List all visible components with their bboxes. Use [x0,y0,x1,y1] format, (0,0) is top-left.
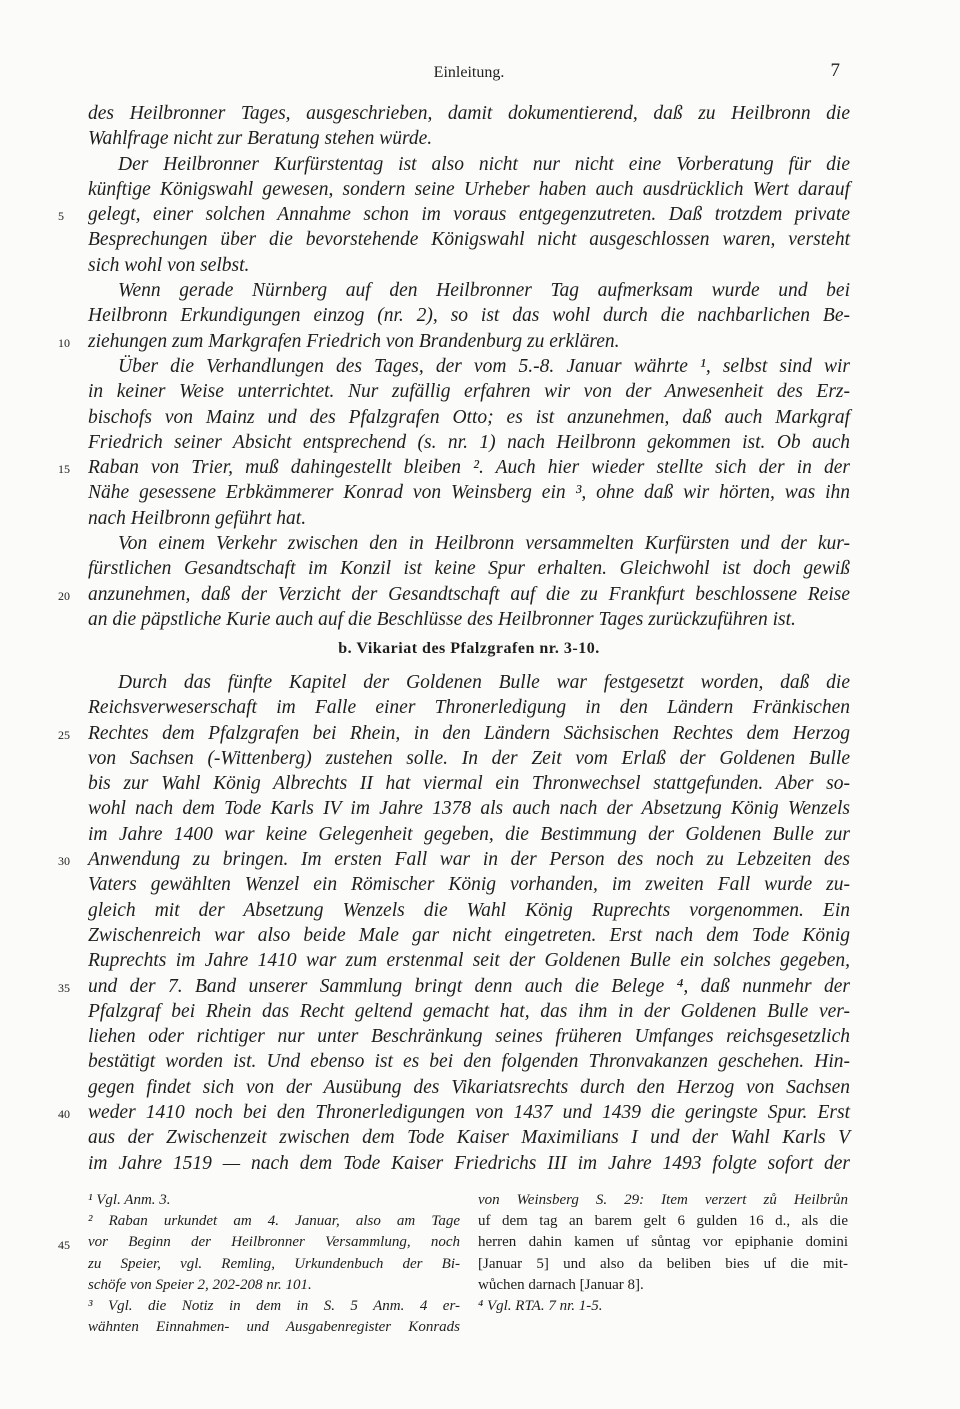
body-text-line-text: und der 7. Band unserer Sammlung bringt denn auch die Belege ⁴, daß nunmehr der [88,975,850,997]
footnote-line [478,1254,848,1275]
body-text-line-text: bischofs von Mainz und des Pfalzgrafen Otto; es ist anzunehmen, daß auch Markgraf [88,406,850,428]
body-text-line [88,822,850,847]
footnote-line [88,1296,460,1317]
body-text-line-text: des Heilbronner Tages, ausgeschrieben, damit dokumentierend, daß zu Heilbronn die [88,103,850,124]
footnote-line [88,1190,460,1211]
footnote-line-text: ² Raban urkundet am 4. Januar, also am Tage [88,1213,460,1230]
body-text-line [58,455,850,480]
body-text-line [88,1125,850,1150]
body-text-line [88,101,850,126]
body-text-line-text: Raban von Trier, muß dahingestellt bleiben ². Auch hier wieder stellte sich der in der [88,457,850,479]
body-text-line [88,531,850,556]
body-text-line-text: Nähe gesessene Erbkämmerer Konrad von Weinsberg ein ³, ohne daß wir hörten, was ihn [88,482,850,504]
running-title: Einleitung. [433,64,505,81]
line-number: 20 [58,588,70,603]
main-text-part-1 [58,101,850,632]
footnote-line-text: herren dahin kamen uf sůntag vor epiphanie domini [478,1234,848,1251]
body-text-line-text: weder 1410 noch bei den Thronerledigungen von 1437 und 1439 die geringste Spur. Erst [88,1102,850,1124]
body-text-line [88,278,850,303]
body-text-line [88,379,850,404]
body-text-line-text: Wahlfrage nicht zur Beratung stehen würde. [88,128,433,150]
body-text-line [88,1075,850,1100]
body-text-line [88,177,850,202]
body-text-line-text: gleich mit der Absetzung Wenzels die Wahl König Ruprechts vorgenommen. Ein [88,899,850,921]
footnote-line [88,1317,460,1338]
body-text-line-text: Friedrich seiner Absicht entsprechend (s. nr. 1) nach Heilbronn gekommen ist. Ob auch [88,431,850,453]
body-text-line-text: Vaters gewählten Wenzel ein Römischer König vorhanden, im zweiten Fall wurde zu- [88,874,850,896]
page-header [88,60,850,90]
body-text-line-text: fürstlichen Gesandtschaft im Konzil ist keine Spur erhalten. Gleichwohl ist doch gewiß [88,558,850,580]
footnote-line-text: wůchen darnach [Januar 8]. [478,1276,644,1293]
line-number: 35 [58,980,70,995]
body-text-line [88,506,850,531]
body-text-line-text: Besprechungen über die bevorstehende Königswahl nicht ausgeschlossen waren, versteht [88,229,850,251]
footnote-line [478,1296,848,1317]
body-text-line [88,430,850,455]
body-text-line-text: im Jahre 1519 — nach dem Tode Kaiser Friedrichs III im Jahre 1493 folgte sofort der [88,1152,850,1174]
footnote-line [88,1211,460,1232]
body-text-line [58,329,850,354]
page-number: 7 [830,60,840,81]
body-text-line-text: Der Heilbronner Kurfürstentag ist also nicht nur nicht eine Vorberatung für die [118,153,850,175]
body-text-line [88,253,850,278]
body-text-line-text: Wenn gerade Nürnberg auf den Heilbronner Tag aufmerksam wurde und bei [118,280,850,302]
line-number: 25 [58,727,70,742]
body-text-line [88,607,850,632]
body-text-line-text: von Sachsen (-Wittenberg) zustehen solle. In der Zeit vom Erlaß der Goldenen Bulle [88,747,850,769]
body-text-line [88,1049,850,1074]
body-text-line-text: an die päpstliche Kurie auch auf die Beschlüsse des Heilbronner Tages zurückzuführen ist. [88,608,796,630]
footnote-line-text: vor Beginn der Heilbronner Versammlung, noch [88,1234,460,1251]
body-text-line-text: im Jahre 1400 war keine Gelegenheit gegeben, die Bestimmung der Goldenen Bulle zur [88,823,850,845]
footnote-line-text: [Januar 5] und also da beliben bies uf die mit- [478,1255,848,1272]
body-text-line-text: Heilbronn Erkundigungen einzog (nr. 2), so ist das wohl durch die nachbarlichen Be- [88,305,850,327]
body-text-line [58,1100,850,1125]
footnote-line-text: uf dem tag an barem gelt 6 gulden 16 d., als die [478,1213,848,1230]
line-number: 45 [58,1238,70,1253]
footnote-line [478,1211,848,1232]
body-text-line-text: sich wohl von selbst. [88,254,250,276]
body-text-line-text: anzunehmen, daß der Verzicht der Gesandtschaft auf die zu Frankfurt beschlossene Reise [88,583,850,605]
body-text-line-text: wohl nach dem Tode Karls IV im Jahre 1378 als auch nach der Absetzung König Wenzels [88,798,850,820]
body-text-line-text: ziehungen zum Markgrafen Friedrich von Brandenburg zu erklären. [88,330,620,352]
body-text-line [88,1024,850,1049]
footnote-line [88,1254,460,1275]
body-text-line [88,948,850,973]
body-text-line [88,227,850,252]
section-heading: b. Vikariat des Pfalzgrafen nr. 3-10. [338,640,600,657]
body-text-line-text: Pfalzgraf bei Rhein das Recht geltend gemacht hat, das ihm in der Goldenen Bulle ver- [88,1000,850,1022]
body-text-line [88,556,850,581]
body-text-line-text: bis zur Wahl König Albrechts II hat viermal ein Thronwechsel stattgefunden. Aber so- [88,773,850,795]
body-text-line [58,202,850,227]
body-text-line [88,999,850,1024]
body-text-line-text: Durch das fünfte Kapitel der Goldenen Bulle war festgesetzt worden, daß die [118,672,850,693]
body-text-line [88,670,850,695]
body-text-line [88,923,850,948]
footnote-line-text: schöfe von Speier 2, 202-208 nr. 101. [88,1276,312,1293]
body-text-line-text: aus der Zwischenzeit zwischen dem Tode Kaiser Maximilians I und der Wahl Karls V [88,1127,850,1149]
footnote-line [58,1232,460,1253]
body-text-line-text: gelegt, einer solchen Annahme schon im voraus entgegenzutreten. Daß trotzdem private [88,204,850,226]
body-text-line-text: Von einem Verkehr zwischen den in Heilbronn versammelten Kurfürsten und der kur- [118,533,850,555]
body-text-line [88,898,850,923]
body-text-line-text: nach Heilbronn geführt hat. [88,507,307,529]
footnote-line-text: ³ Vgl. die Notiz in dem in S. 5 Anm. 4 er- [88,1297,460,1314]
footnote-line-text: ¹ Vgl. Anm. 3. [88,1192,171,1208]
body-text-line-text: Reichsverweserschaft im Falle einer Thronerledigung in den Ländern Fränkischen [88,697,850,719]
body-text-line [88,152,850,177]
body-text-line-text: Zwischenreich war also beide Male gar nicht eingetreten. Erst nach dem Tode König [88,924,850,946]
body-text-line-text: in keiner Weise unterrichtet. Nur zufällig erfahren wir von der Anwesenheit des Erz- [88,381,850,403]
body-text-line [88,796,850,821]
body-text-line [88,126,850,151]
body-text-line [58,974,850,999]
footnote-line [478,1190,848,1211]
footnote-line-text: ⁴ Vgl. RTA. 7 nr. 1-5. [478,1297,603,1314]
body-text-line [88,480,850,505]
line-number: 5 [58,209,64,224]
footnote-line [88,1275,460,1296]
body-text-line [88,354,850,379]
body-text-line [88,303,850,328]
body-text-line [88,771,850,796]
body-text-line [88,872,850,897]
body-text-line-text: Rechtes dem Pfalzgrafen bei Rhein, in den Ländern Sächsischen Rechtes dem Herzog [88,722,850,744]
line-number: 15 [58,462,70,477]
body-text-line [58,847,850,872]
body-text-line [88,405,850,430]
body-text-line-text: Ruprechts im Jahre 1410 war zum erstenmal seit der Goldenen Bulle ein solches gegeben, [88,950,850,972]
footnotes-left-column [58,1190,460,1338]
body-text-line [58,721,850,746]
main-text-part-2 [58,670,850,1176]
body-text-line-text: Anwendung zu bringen. Im ersten Fall war in der Person des noch zu Lebzeiten des [88,849,850,871]
body-text-line-text: gegen findet sich von der Ausübung des Vikariatsrechts durch den Herzog von Sachsen [88,1076,850,1098]
body-text-line [88,746,850,771]
body-text-line-text: künftige Königswahl gewesen, sondern seine Urheber haben auch ausdrücklich Wert darauf [88,178,850,200]
footnote-line-text: wähnten Einnahmen- und Ausgabenregister Konrads [88,1319,460,1336]
footnotes-right-column [478,1190,848,1317]
line-number: 30 [58,854,70,869]
line-number: 40 [58,1107,70,1122]
footnote-line-text: von Weinsberg S. 29: Item verzert zů Heilbrůn [478,1192,848,1208]
line-number: 10 [58,335,70,350]
body-text-line-text: liehen oder richtiger nur unter Beschränkung seines früheren Umfanges reichsgesetzlich [88,1026,850,1048]
body-text-line-text: bestätigt worden ist. Und ebenso ist es bei den folgenden Thronvakanzen geschehen. Hin- [88,1051,850,1073]
body-text-line [88,695,850,720]
body-text-line [58,582,850,607]
body-text-line-text: Über die Verhandlungen des Tages, der vom 5.-8. Januar währte ¹, selbst sind wir [118,355,850,377]
footnote-line [478,1275,848,1296]
footnote-line [478,1232,848,1253]
footnote-line-text: zu Speier, vgl. Remling, Urkundenbuch der Bi- [88,1255,460,1272]
footnote-divider [88,1164,850,1165]
